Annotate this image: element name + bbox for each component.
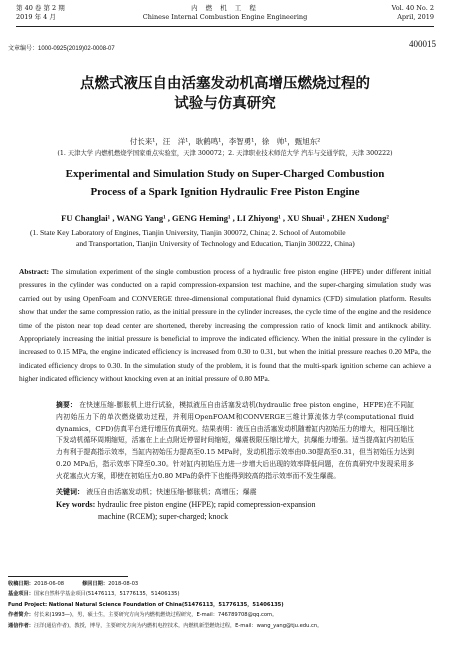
footnotes [8, 579, 440, 631]
abstract-text: The simulation experiment of the single combustion process of a hydraulic free piston engine (HFPE) under different initial pressures in the cylinder was conducted on a rapid compression-expansion test machine, and the super-charging simulation study was carried out by using OpenFoam and CONVERGE three-dimensional computational fluid dynamics (CFD) simulation platform. Results show that under the same compression ratio, as the initial pressure in the cylinder increases, the cycle time of the engine and the residence time of the piston near top dead center are shortened, thereby increasing the compression ratio of knock limit and antiknock ability. Appropriately increasing the initial pressure is beneficial to improve the indicated efficiency. When the initial pressure in the cylinder is increased to 0.15 MPa, the engine indicated efficiency is increased from 0.30 to 0.31, but when the initial pressure reaches 0.20 MPa, the indicated efficiency drops to 0.30. In the simulation study of the problem, it is found that the multi-spark ignition scheme can achieve a higher indicated efficiency without knocking even at an initial pressure of 0.80 MPa. [19, 267, 432, 384]
english-abstract [19, 265, 431, 386]
fund-en-text: National Natural Science Foundation of China(51476113，51776135，51406135) [48, 601, 284, 608]
english-affiliation-line1: (1. State Key Laboratory of Engines, Tianjin University, Tianjin 300072, China; 2. School of Automobile [30, 228, 346, 237]
header-rule [16, 26, 434, 27]
chinese-abstract-text: 在快速压缩-膨胀机上进行试验，模拟液压自由活塞发动机(hydraulic free piston engine，HFPE)在不同缸内初始压力下的单次燃烧做功过程，并利用OpenFOAM和CONVERGE三维计算流体力学(computational fluid dynamics，CFD)仿真平台进行增压仿真研究。结果表明：液压自由活塞发动机随着缸内初始压力的增大，相同压缩比下发动机循环周期缩短，活塞在上止点附近停留时间缩短，爆震极限压缩比增大，抗爆能力增强。适当提高缸内初始压力有利于提高指示效率，当缸内初始压力提高至0.15 MPa时，发动机指示效率由0.30提高至0.31，但当初始压力达到0.20 MPa后，指示效率下降至0.30。针对缸内初始压力进一步增大后出现的效率降低问题，在仿真研究中发现采用多火花塞点火方案，即使在初始压力0.80 MPa的条件下也能得到较高的指示效率而不发生爆震。 [56, 401, 414, 480]
chinese-keywords [56, 486, 414, 498]
chinese-abstract-label: 摘要： [56, 401, 77, 409]
footnote-author [8, 610, 440, 620]
english-keywords [56, 499, 414, 523]
footnote-dates [8, 579, 440, 589]
chinese-keywords-text: 液压自由活塞发动机；快速压缩-膨胀机；高增压；爆震 [86, 488, 257, 496]
chinese-title-line2: 试验与仿真研究 [174, 96, 276, 112]
document-id: 400015 [409, 39, 436, 49]
chinese-authors: 付长来¹，汪 洋¹，耿鹤鸣¹，李智勇¹，徐 帅¹，甄旭东² [129, 137, 321, 146]
header-date: 2019 年 4 月 [16, 13, 56, 21]
footnote-rule [8, 576, 128, 577]
author-label: 作者简介： [8, 612, 34, 619]
english-authors: FU Changlai¹ , WANG Yang¹ , GENG Heming¹ , LI Zhiyong¹ , XU Shuai¹ , ZHEN Xudong² [61, 213, 389, 223]
corresponding-text: 汪洋(通信作者)，教授，博导，主要研究方向为内燃机电控技术，内燃机新型燃烧过程，E-mail：wang_yang@tju.edu.cn。 [33, 622, 323, 629]
english-keywords-line1: hydraulic free piston engine (HFPE); rapid comepression-expansion [97, 500, 316, 509]
header-journal-en: Chinese Internal Combustion Engine Engineering [142, 13, 308, 21]
english-keywords-line2: machine (RCEM); super-charged; knock [98, 512, 229, 521]
english-affiliation [30, 227, 420, 249]
revised-label: 修回日期： [82, 581, 109, 587]
header-volume-en: Vol. 40 No. 2 [391, 4, 434, 12]
received-label: 收稿日期： [8, 581, 34, 587]
chinese-abstract [56, 400, 414, 483]
chinese-affiliation: (1. 天津大学 内燃机燃烧学国家重点实验室，天津 300072；2. 天津职业技术师范大学 汽车与交通学院，天津 300222) [57, 150, 393, 157]
fund-cn-text: 国家自然科学基金项目(51476113，51776135，51406135) [33, 591, 180, 598]
revised-date: 2018-08-03 [108, 581, 139, 587]
english-title [0, 165, 450, 201]
footnote-fund-cn [8, 589, 440, 599]
article-number: 文章编号：1000-0925(2019)02-0008-07 [8, 46, 115, 52]
english-keywords-label: Key words: [56, 500, 96, 509]
corresponding-label: 通信作者： [8, 622, 34, 629]
running-header [16, 4, 434, 28]
chinese-keywords-label: 关键词： [56, 487, 84, 496]
english-title-line2: Process of a Spark Ignition Hydraulic Free Piston Engine [90, 186, 360, 198]
received-date: 2018-06-08 [33, 581, 65, 587]
chinese-title-line1: 点燃式液压自由活塞发动机高增压燃烧过程的 [80, 76, 370, 92]
english-affiliation-line2: and Transportation, Tianjin University of Technology and Education, Tianjin 300222, China) [76, 239, 355, 248]
abstract-label: Abstract: [19, 267, 49, 276]
header-volume: 第 40 卷 第 2 期 [16, 4, 65, 12]
fund-en-label: Fund Project: [8, 601, 48, 608]
header-date-en: April, 2019 [397, 13, 434, 21]
header-journal-cn: 内 燃 机 工 程 [191, 4, 259, 12]
chinese-title [0, 74, 450, 114]
english-title-line1: Experimental and Simulation Study on Super-Charged Combustion [65, 168, 385, 180]
fund-cn-label: 基金项目： [8, 591, 34, 598]
footnote-corresponding [8, 621, 440, 631]
footnote-fund-en [8, 600, 440, 610]
author-text: 付长来(1993—)，男，硕士生，主要研究方向为内燃机燃烧过程研究，E-mail：746789708@qq.com。 [33, 612, 278, 619]
